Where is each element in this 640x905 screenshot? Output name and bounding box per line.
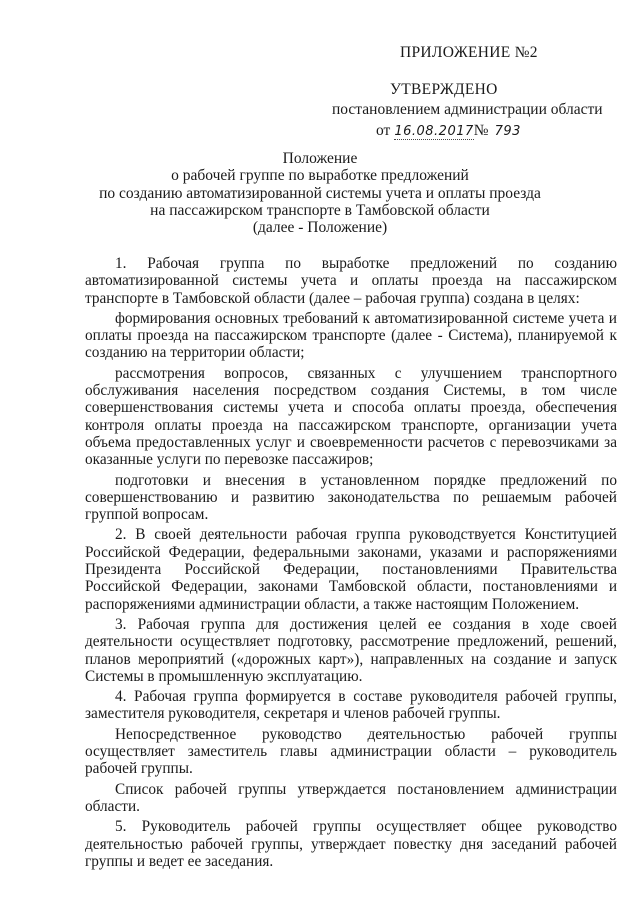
approved-label: УТВЕРЖДЕНО xyxy=(390,81,498,98)
handwritten-date: 16.08.2017 xyxy=(394,124,474,139)
title-line: по созданию автоматизированной системы учета и оплаты проезда xyxy=(99,184,541,202)
paragraph-4: 4. Рабочая группа формируется в составе руководителя рабочей группы, заместителя руководителя, секретаря и членов рабочей группы. xyxy=(85,688,617,723)
paragraph-4-leadership: Непосредственное руководство деятельностью рабочей группы осуществляет заместитель главы администрации области – руководитель рабочей группы. xyxy=(85,725,617,778)
date-prefix: от xyxy=(376,122,391,139)
title-line: (далее - Положение) xyxy=(252,219,388,237)
paragraph-5: 5. Руководитель рабочей группы осуществляет общее руководство деятельностью рабочей группы, утверждает повестку дня заседаний рабочей группы и ведет ее заседания. xyxy=(85,818,617,870)
document-body xyxy=(85,255,617,870)
title-line: Положение xyxy=(282,150,358,167)
decree-label: постановлением администрации области xyxy=(332,101,603,118)
paragraph-3: 3. Рабочая группа для достижения целей ее создания в ходе своей деятельности осуществляет подготовку, рассмотрение предложений, решений, планов мероприятий («дорожных карт»), направленных на создание и запуск Системы в промышленную эксплуатацию. xyxy=(85,615,617,685)
appendix-label: ПРИЛОЖЕНИЕ №2 xyxy=(400,44,538,61)
paragraph-2: 2. В своей деятельности рабочая группа руководствуется Конституцией Российской Федерации, федеральными законами, указами и распоряжениями Президента Российской Федерации, постановлениями Правительства Российской Федерации, законами Тамбовской области, постановлениями и распоряжениями администрации области, а также настоящим Положением. xyxy=(85,526,617,613)
paragraph-1: 1. Рабочая группа по выработке предложений по созданию автоматизированной системы учета и оплаты проезда на пассажирском транспорте в Тамбовской области (далее – рабочая группа) создана в целях: xyxy=(85,255,617,307)
decree-date-line xyxy=(376,122,521,140)
paragraph-goal-issues: рассмотрения вопросов, связанных с улучшением транспортного обслуживания населения посредством создания Системы, в том числе совершенствования системы учета и способа оплаты проезда, обеспечения контроля оплаты проезда на пассажирском транспорте, организации учета объема предоставленных услуг и своевременности расчетов с перевозчиками за оказанные услуги по перевозке пассажиров; xyxy=(85,364,617,469)
number-prefix: № xyxy=(473,122,489,139)
title-line: о рабочей группе по выработке предложений xyxy=(171,167,469,185)
handwritten-number: 793 xyxy=(494,124,521,139)
title-line: на пассажирском транспорте в Тамбовской области xyxy=(150,201,490,219)
paragraph-goal-requirements: формирования основных требований к автоматизированной системе учета и оплаты проезда на пассажирском транспорте (далее - Система), планируемой к созданию на территории области; xyxy=(85,309,617,362)
paragraph-4-list: Список рабочей группы утверждается постановлением администрации области. xyxy=(85,780,617,815)
paragraph-goal-legislation: подготовки и внесения в установленном порядке предложений по совершенствованию и развитию законодательства по решаемым рабочей группой вопросам. xyxy=(85,471,617,524)
document-title xyxy=(60,150,580,236)
